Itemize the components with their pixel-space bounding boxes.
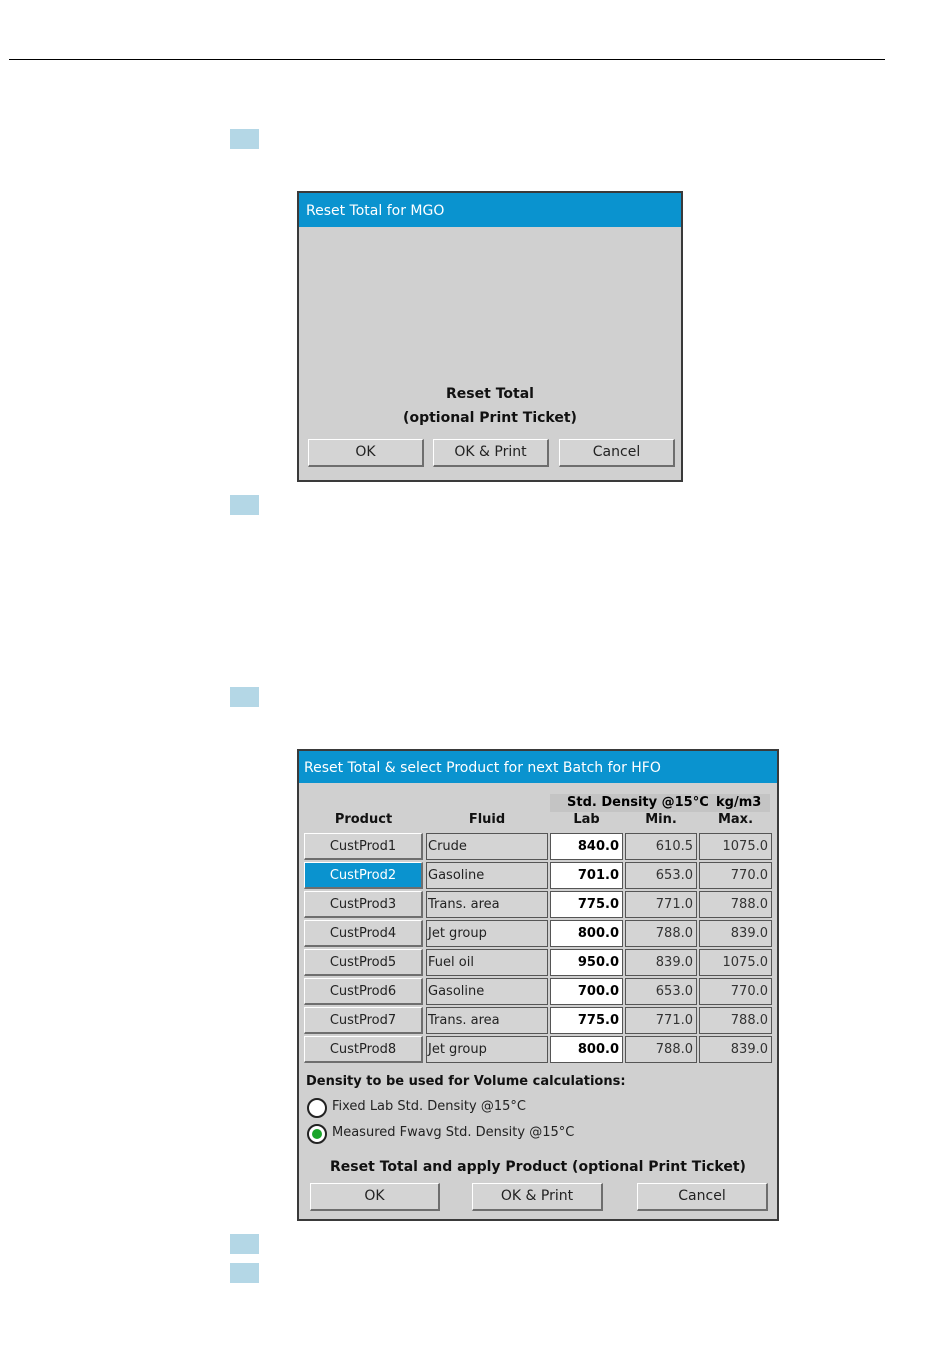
lab-density-cell[interactable]: 775.0 bbox=[550, 1007, 623, 1034]
table-row bbox=[299, 833, 777, 862]
step-marker bbox=[230, 687, 259, 707]
fluid-cell: Trans. area bbox=[426, 891, 548, 918]
reset-total-select-product-dialog bbox=[297, 749, 779, 1221]
product-button[interactable]: CustProd5 bbox=[304, 949, 423, 976]
min-column-header: Min. bbox=[645, 812, 677, 827]
max-density-cell: 770.0 bbox=[699, 978, 772, 1005]
page-header-rule bbox=[9, 59, 885, 60]
fluid-column-header: Fluid bbox=[468, 812, 506, 827]
max-density-cell: 788.0 bbox=[699, 1007, 772, 1034]
radio-label: Measured Fwavg Std. Density @15°C bbox=[332, 1125, 575, 1140]
min-density-cell: 788.0 bbox=[625, 1036, 697, 1063]
fluid-cell: Gasoline bbox=[426, 978, 548, 1005]
fluid-cell: Fuel oil bbox=[426, 949, 548, 976]
max-density-cell: 1075.0 bbox=[699, 833, 772, 860]
product-button[interactable]: CustProd2 bbox=[304, 862, 423, 889]
dialog-title: Reset Total & select Product for next Batch for HFO bbox=[299, 751, 777, 783]
table-row bbox=[299, 978, 777, 1007]
lab-density-cell[interactable]: 800.0 bbox=[550, 920, 623, 947]
dialog-title: Reset Total for MGO bbox=[299, 193, 681, 227]
max-density-cell: 839.0 bbox=[699, 920, 772, 947]
product-button[interactable]: CustProd8 bbox=[304, 1036, 423, 1063]
min-density-cell: 788.0 bbox=[625, 920, 697, 947]
ok-print-button[interactable]: OK & Print bbox=[433, 439, 549, 467]
min-density-cell: 839.0 bbox=[625, 949, 697, 976]
lab-density-cell[interactable]: 701.0 bbox=[550, 862, 623, 889]
ok-button[interactable]: OK bbox=[310, 1183, 440, 1211]
min-density-cell: 771.0 bbox=[625, 1007, 697, 1034]
product-button[interactable]: CustProd7 bbox=[304, 1007, 423, 1034]
lab-density-cell[interactable]: 775.0 bbox=[550, 891, 623, 918]
min-density-cell: 653.0 bbox=[625, 862, 697, 889]
print-ticket-hint: (optional Print Ticket) bbox=[403, 410, 577, 426]
min-density-cell: 653.0 bbox=[625, 978, 697, 1005]
table-row bbox=[299, 862, 777, 891]
density-usage-label: Density to be used for Volume calculations: bbox=[306, 1074, 626, 1089]
lab-density-cell[interactable]: 950.0 bbox=[550, 949, 623, 976]
lab-density-cell[interactable]: 800.0 bbox=[550, 1036, 623, 1063]
lab-density-cell[interactable]: 840.0 bbox=[550, 833, 623, 860]
fluid-cell: Gasoline bbox=[426, 862, 548, 889]
fluid-cell: Trans. area bbox=[426, 1007, 548, 1034]
product-button[interactable]: CustProd6 bbox=[304, 978, 423, 1005]
std-density-header bbox=[550, 794, 770, 812]
step-marker bbox=[230, 1263, 259, 1283]
product-button[interactable]: CustProd4 bbox=[304, 920, 423, 947]
cancel-button[interactable]: Cancel bbox=[637, 1183, 768, 1211]
lab-density-cell[interactable]: 700.0 bbox=[550, 978, 623, 1005]
product-button[interactable]: CustProd3 bbox=[304, 891, 423, 918]
ok-print-button[interactable]: OK & Print bbox=[472, 1183, 603, 1211]
table-row bbox=[299, 891, 777, 920]
product-button[interactable]: CustProd1 bbox=[304, 833, 423, 860]
std-density-label: Std. Density @15°C bbox=[567, 795, 709, 810]
radio-checked-icon[interactable] bbox=[307, 1124, 327, 1144]
ok-button[interactable]: OK bbox=[308, 439, 424, 467]
max-density-cell: 788.0 bbox=[699, 891, 772, 918]
density-unit-label: kg/m3 bbox=[716, 795, 762, 810]
reset-total-dialog bbox=[297, 191, 683, 482]
radio-label: Fixed Lab Std. Density @15°C bbox=[332, 1099, 526, 1114]
radio-unchecked-icon[interactable] bbox=[307, 1098, 327, 1118]
step-marker bbox=[230, 495, 259, 515]
table-row bbox=[299, 1007, 777, 1036]
min-density-cell: 771.0 bbox=[625, 891, 697, 918]
max-density-cell: 770.0 bbox=[699, 862, 772, 889]
product-column-header: Product bbox=[334, 812, 393, 827]
apply-product-message: Reset Total and apply Product (optional Print Ticket) bbox=[330, 1159, 746, 1175]
step-marker bbox=[230, 1234, 259, 1254]
table-row bbox=[299, 920, 777, 949]
min-density-cell: 610.5 bbox=[625, 833, 697, 860]
reset-total-message: Reset Total bbox=[446, 386, 534, 402]
lab-column-header: Lab bbox=[573, 812, 600, 827]
fluid-cell: Jet group bbox=[426, 920, 548, 947]
step-marker bbox=[230, 129, 259, 149]
radio-dot-icon bbox=[312, 1129, 322, 1139]
fluid-cell: Jet group bbox=[426, 1036, 548, 1063]
cancel-button[interactable]: Cancel bbox=[559, 439, 675, 467]
max-column-header: Max. bbox=[717, 812, 754, 827]
fluid-cell: Crude bbox=[426, 833, 548, 860]
max-density-cell: 839.0 bbox=[699, 1036, 772, 1063]
table-row bbox=[299, 949, 777, 978]
table-row bbox=[299, 1036, 777, 1065]
max-density-cell: 1075.0 bbox=[699, 949, 772, 976]
